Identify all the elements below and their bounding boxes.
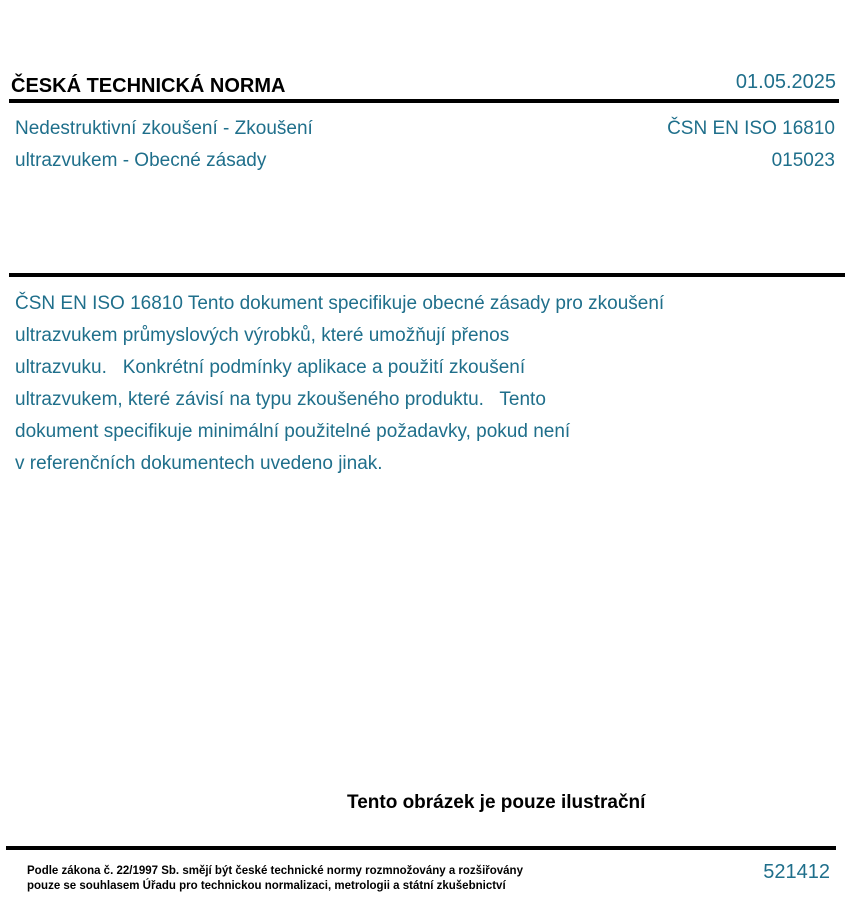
- abstract: [15, 288, 815, 480]
- abstract-line: ultrazvuku. Konkrétní podmínky aplikace a použití zkoušení: [15, 357, 526, 378]
- footer-divider: [6, 846, 836, 850]
- abstract-line: ČSN EN ISO 16810 Tento dokument specifikuje obecné zásady pro zkoušení: [15, 293, 665, 314]
- abstract-line: ultrazvukem, které závisí na typu zkoušeného produktu. Tento: [15, 389, 546, 410]
- illustration-note: Tento obrázek je pouze ilustrační: [347, 792, 646, 813]
- legal-line: pouze se souhlasem Úřadu pro technickou normalizaci, metrologii a státní zkušebnictví: [27, 880, 506, 892]
- document-title-line-2: ultrazvukem - Obecné zásady: [15, 150, 267, 171]
- standard-number: ČSN EN ISO 16810: [667, 118, 835, 139]
- catalog-number: 015023: [771, 150, 835, 171]
- legal-line: Podle zákona č. 22/1997 Sb. smějí být české technické normy rozmnožovány a rozšiřovány: [27, 865, 523, 877]
- document-title-line-1: Nedestruktivní zkoušení - Zkoušení: [15, 118, 313, 139]
- abstract-line: ultrazvukem průmyslových výrobků, které umožňují přenos: [15, 325, 510, 346]
- abstract-line: dokument specifikuje minimální použitelné požadavky, pokud není: [15, 421, 571, 442]
- header-divider: [9, 99, 839, 103]
- legal-note: [27, 864, 523, 894]
- document-id: 521412: [763, 861, 830, 883]
- publication-date: 01.05.2025: [735, 71, 836, 93]
- abstract-line: v referenčních dokumentech uvedeno jinak.: [15, 453, 383, 474]
- section-divider: [9, 273, 845, 277]
- norm-label: ČESKÁ TECHNICKÁ NORMA: [11, 75, 286, 97]
